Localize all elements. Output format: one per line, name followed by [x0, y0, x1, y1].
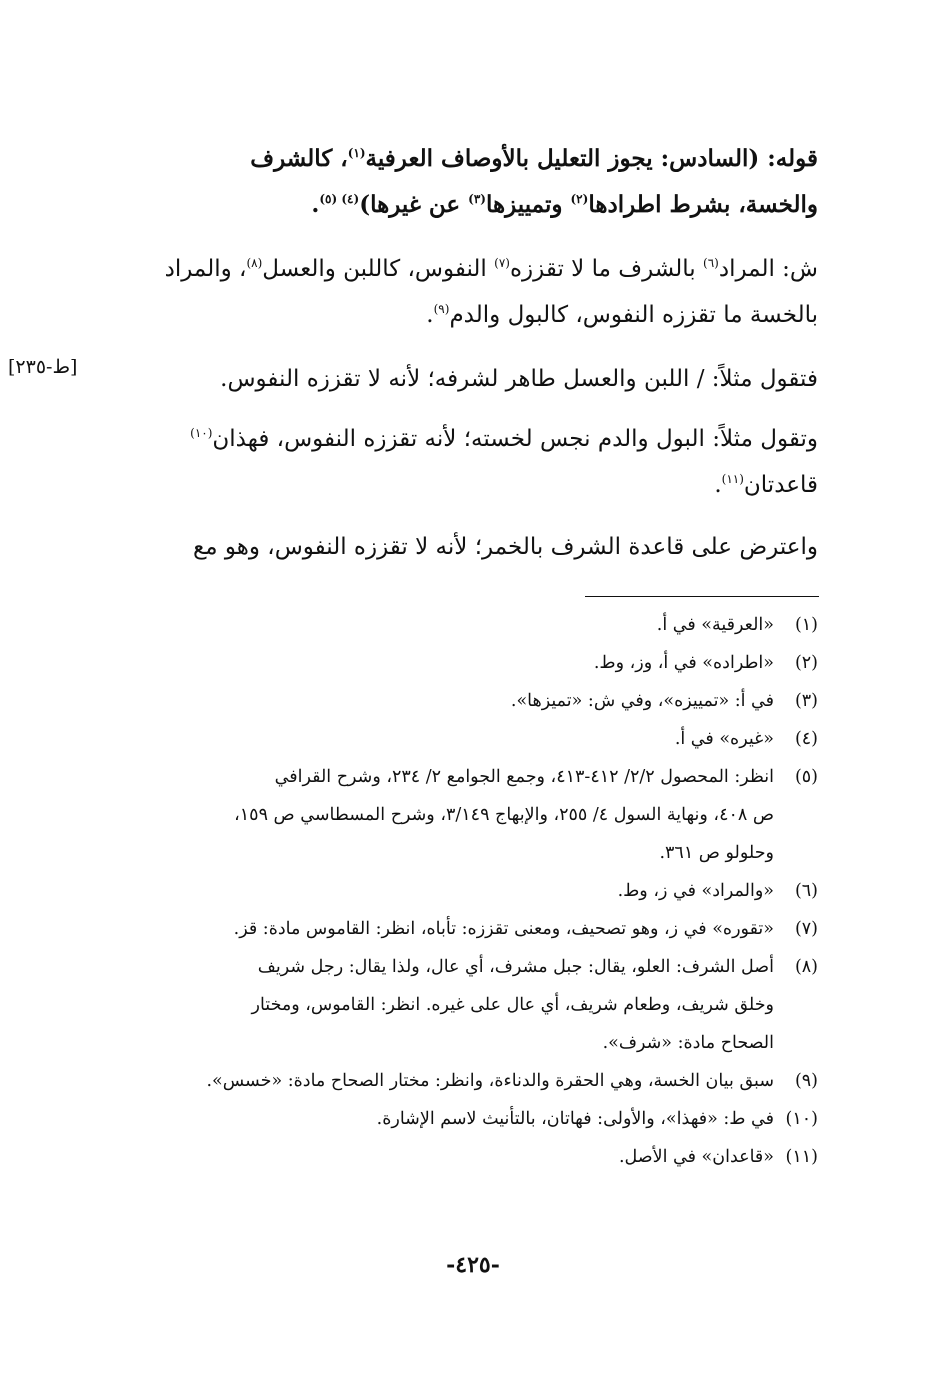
footnote-number: (٣)	[794, 691, 818, 711]
paragraph-example-1	[118, 356, 818, 402]
paragraph-objection	[118, 524, 818, 570]
text-span: وتمييزها	[485, 191, 571, 218]
page-number: -٤٢٥-	[446, 1252, 500, 1278]
footnote-ref: (٢)	[570, 192, 589, 206]
footnote-text: وحلولو ص ٣٦١.	[659, 843, 774, 863]
footnote-text: «تقوره» في ز، وهو تصحيف، ومعنى تقززه: تأباه، انظر: القاموس مادة: قز.	[233, 919, 774, 939]
text-line	[118, 246, 818, 292]
footnote-text: وخلق شريف، وطعام شريف، أي عال على غيره. انظر: القاموس، ومختار	[251, 995, 774, 1015]
text-span: قاعدتان	[743, 472, 818, 498]
footnote-ref: (٦)	[703, 256, 719, 270]
text-line	[118, 136, 818, 182]
footnote-ref: (٤) (٥)	[319, 192, 360, 206]
text-line: واعترض على قاعدة الشرف بالخمر؛ لأنه لا تقززه النفوس، وهو مع	[192, 534, 818, 560]
footnote-text: سبق بيان الخسة، وهي الحقرة والدناءة، وانظر: مختار الصحاح مادة: «خسس».	[206, 1071, 774, 1091]
footnote	[118, 1138, 818, 1176]
footnote-text: الصحاح مادة: «شرف».	[602, 1033, 774, 1053]
footnote-number: (٥)	[794, 767, 818, 787]
footnote-text: في ط: «فهذا»، والأولى: فهاتان، بالتأنيث لاسم الإشارة.	[376, 1109, 774, 1129]
footnote-ref: (٧)	[494, 256, 510, 270]
footnote	[118, 948, 818, 1062]
text-span: .	[426, 302, 434, 328]
text-span: والخسة، بشرط اطرادها	[588, 191, 818, 218]
footnote-number: (١١)	[785, 1147, 818, 1167]
footnote	[118, 644, 818, 682]
footnote-text: «غيره» في أ.	[674, 729, 774, 749]
footnote-ref: (١١)	[721, 472, 744, 486]
text-span: النفوس، كاللبن والعسل	[262, 256, 495, 282]
text-span: قوله: (السادس: يجوز التعليل بالأوصاف العرفية	[365, 145, 818, 172]
footnote-text: «اطراده» في أ، وز، وط.	[593, 653, 774, 673]
footnote-ref: (٩)	[433, 302, 450, 316]
footnote-text: في أ: «تمييزه»، وفي ش: «تميزها».	[510, 691, 774, 711]
text-span: بالشرف ما لا تقززه	[509, 256, 704, 282]
text-line: فتقول مثلاً: / اللبن والعسل طاهر لشرفه؛ لأنه لا تقززه النفوس.	[220, 366, 818, 392]
footnote	[118, 1062, 818, 1100]
text-span: ش: المراد	[718, 256, 818, 282]
margin-page-reference: [ط-٢٣٥]	[8, 356, 78, 378]
paragraph-explanation	[118, 246, 818, 338]
footnote-number: (٢)	[794, 653, 818, 673]
text-span: ، والمراد	[164, 256, 247, 282]
footnote-number: (٨)	[794, 957, 818, 977]
text-span: .	[311, 191, 320, 218]
footnote-text: ص ٤٠٨، ونهاية السول ٤/ ٢٥٥، والإبهاج ٣/١٤٩، وشرح المسطاسي ص ١٥٩،	[234, 805, 774, 825]
footnote-number: (٧)	[794, 919, 818, 939]
footnote	[118, 720, 818, 758]
footnotes	[118, 606, 818, 1176]
footnote-ref: (٨)	[246, 256, 263, 270]
footnote-number: (١٠)	[785, 1109, 818, 1129]
footnote-number: (١)	[794, 615, 818, 635]
footnote	[118, 872, 818, 910]
footnote-separator	[585, 596, 819, 597]
text-span: عن غيرها)	[359, 191, 469, 218]
footnote-number: (٤)	[794, 729, 818, 749]
text-span: وتقول مثلاً: البول والدم نجس لخسته؛ لأنه تقززه النفوس، فهذان	[212, 426, 818, 452]
footnote-text: «العرقية» في أ.	[656, 615, 774, 635]
text-span: ، كالشرف	[250, 145, 348, 172]
footnote-text: أصل الشرف: العلو، يقال: جبل مشرف، أي عال، ولذا يقال: رجل شريف	[257, 957, 774, 977]
footnote-ref: (١٠)	[190, 426, 213, 440]
footnote-number: (٩)	[794, 1071, 818, 1091]
footnote	[118, 606, 818, 644]
text-line	[118, 416, 818, 462]
footnote-ref: (١)	[347, 146, 366, 160]
text-span: بالخسة ما تقززه النفوس، كالبول والدم	[449, 302, 818, 328]
footnote-text: «والمراد» في ز، وط.	[617, 881, 774, 901]
text-line	[118, 462, 818, 508]
paragraph-example-2	[118, 416, 818, 508]
text-line	[118, 182, 818, 228]
footnote	[118, 758, 818, 872]
footnote-number: (٦)	[794, 881, 818, 901]
footnote	[118, 1100, 818, 1138]
paragraph-quote	[118, 136, 818, 228]
footnote-text: انظر: المحصول ٢/٢/ ٤١٢-٤١٣، وجمع الجوامع ٢/ ٢٣٤، وشرح القرافي	[274, 767, 774, 787]
text-line	[118, 292, 818, 338]
text-span: .	[714, 472, 722, 498]
footnote-ref: (٣)	[468, 192, 486, 206]
footnote	[118, 682, 818, 720]
footnote	[118, 910, 818, 948]
footnote-text: «قاعدان» في الأصل.	[618, 1147, 774, 1167]
